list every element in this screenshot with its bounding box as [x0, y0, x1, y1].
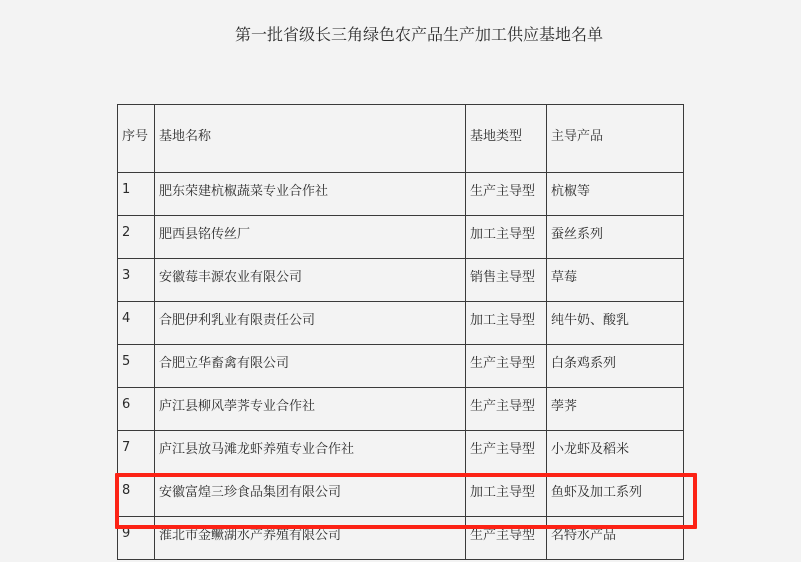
- cell-no: 9: [118, 517, 155, 560]
- cell-no: 5: [118, 345, 155, 388]
- cell-no: 1: [118, 173, 155, 216]
- cell-type: 加工主导型: [466, 474, 547, 517]
- cell-type: 生产主导型: [466, 345, 547, 388]
- table-row: [118, 474, 684, 517]
- table-row: [118, 517, 684, 560]
- table-header-row: [118, 105, 684, 173]
- cell-no: 6: [118, 388, 155, 431]
- cell-no: 3: [118, 259, 155, 302]
- cell-products: 荸荠: [547, 388, 684, 431]
- cell-no: 4: [118, 302, 155, 345]
- cell-products: 鱼虾及加工系列: [547, 474, 684, 517]
- cell-products: 草莓: [547, 259, 684, 302]
- cell-no: 8: [118, 474, 155, 517]
- table-row: [118, 216, 684, 259]
- cell-name: 庐江县放马滩龙虾养殖专业合作社: [155, 431, 466, 474]
- base-list-table: [117, 104, 684, 560]
- cell-name: 安徽富煌三珍食品集团有限公司: [155, 474, 466, 517]
- cell-no: 7: [118, 431, 155, 474]
- cell-products: 纯牛奶、酸乳: [547, 302, 684, 345]
- table-row: [118, 388, 684, 431]
- cell-type: 生产主导型: [466, 388, 547, 431]
- cell-type: 销售主导型: [466, 259, 547, 302]
- cell-name: 淮北市金鳜湖水产养殖有限公司: [155, 517, 466, 560]
- page-title: 第一批省级长三角绿色农产品生产加工供应基地名单: [234, 25, 603, 44]
- cell-products: 杭椒等: [547, 173, 684, 216]
- col-header-products: 主导产品: [547, 105, 684, 173]
- cell-products: 小龙虾及稻米: [547, 431, 684, 474]
- cell-type: 加工主导型: [466, 302, 547, 345]
- cell-name: 合肥立华畜禽有限公司: [155, 345, 466, 388]
- col-header-name: 基地名称: [155, 105, 466, 173]
- col-header-no: 序号: [118, 105, 155, 173]
- cell-type: 生产主导型: [466, 431, 547, 474]
- cell-no: 2: [118, 216, 155, 259]
- cell-products: 名特水产品: [547, 517, 684, 560]
- cell-name: 合肥伊利乳业有限责任公司: [155, 302, 466, 345]
- cell-name: 安徽莓丰源农业有限公司: [155, 259, 466, 302]
- cell-type: 生产主导型: [466, 517, 547, 560]
- table-row: [118, 431, 684, 474]
- table-row: [118, 259, 684, 302]
- table-row: [118, 302, 684, 345]
- cell-products: 白条鸡系列: [547, 345, 684, 388]
- cell-products: 蚕丝系列: [547, 216, 684, 259]
- table-row: [118, 345, 684, 388]
- cell-name: 庐江县柳风荸荠专业合作社: [155, 388, 466, 431]
- table-row: [118, 173, 684, 216]
- cell-type: 加工主导型: [466, 216, 547, 259]
- col-header-type: 基地类型: [466, 105, 547, 173]
- cell-name: 肥东荣建杭椒蔬菜专业合作社: [155, 173, 466, 216]
- cell-name: 肥西县铭传丝厂: [155, 216, 466, 259]
- cell-type: 生产主导型: [466, 173, 547, 216]
